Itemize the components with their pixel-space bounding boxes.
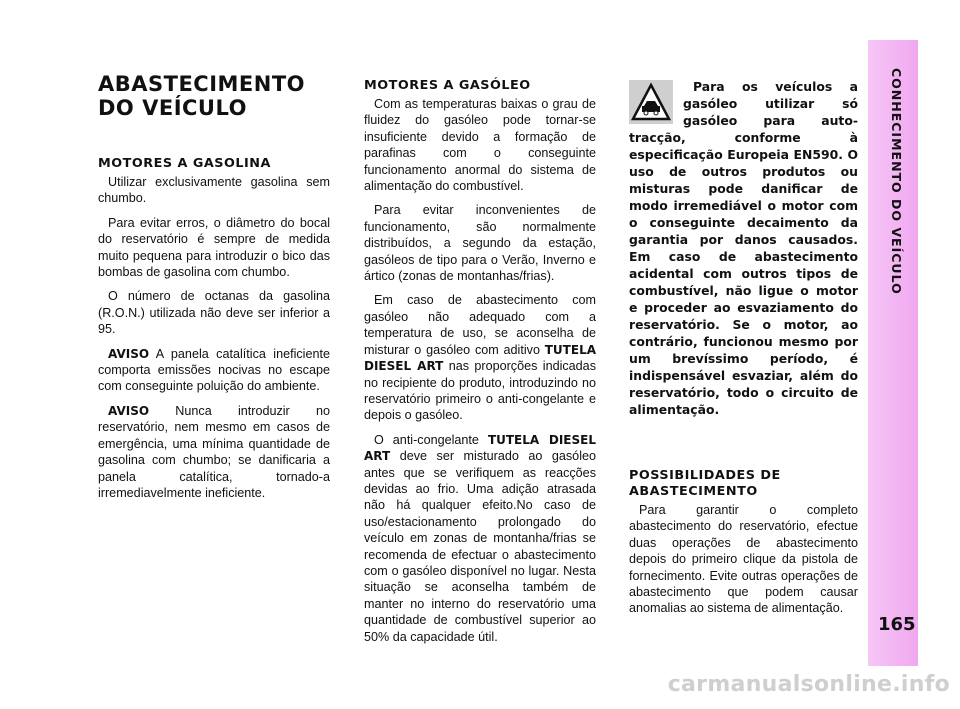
subtitle-refuel-options: POSSIBILIDADES DE ABASTECIMENTO (629, 468, 781, 499)
paragraph (364, 292, 596, 423)
paragraph: Para garantir o completo abastecimento do reservatório, efectue duas operações de abastecimento depois do primeiro clique da pistola de fornecimento. Evite outras operações de abastecimento que podem causar anomalias ao sistema de alimentação. (629, 503, 858, 616)
notice-text: A panela catalítica ineficiente comporta emissões nocivas no escape com conseguinte poluição do ambiente. (98, 346, 330, 394)
page-number: 165 (878, 614, 916, 635)
notice-paragraph (98, 346, 330, 395)
paragraph: O número de octanas da gasolina (R.O.N.) utilizada não deve ser inferior a 95. (98, 289, 330, 337)
paragraph (364, 432, 596, 645)
section-title: CONHECIMENTO DO VEÍCULO (889, 68, 904, 295)
product-name: TUTELA DIESEL ART (364, 432, 596, 464)
subtitle-gasoline: MOTORES A GASOLINA (98, 156, 271, 171)
notice-paragraph (98, 403, 330, 501)
warning-text: Para os veículos a gasóleo utilizar só gasóleo para auto-tracção, conforme à especificação Europeia EN590. O uso de outros produtos ou misturas pode danificar de modo irremediável o motor com o conseguinte decaimento da garantia por danos causados. Em caso de abastecimento acidental com outros tipos de combustível, não ligue o motor e proceder ao esvaziamento do reservatório. Se o motor, ao contrário, funcionou mesmo por um brevíssimo período, é indispensável esvaziar, além do reservatório, todo o circuito de alimentação. (629, 79, 858, 417)
notice-text: Nunca introduzir no reservatório, nem mesmo em casos de emergência, uma mínima quantidade de gasolina com chumbo; se danificaria a panela catalítica, tornado-a irremediavelmente ineficiente. (98, 403, 330, 500)
paragraph: Com as temperaturas baixas o grau de fluidez do gasóleo pode tornar-se insuficiente devido a formação de parafinas com o conseguinte funcionamento anormal do sistema de alimentação do combustível. (364, 97, 596, 194)
column-right (629, 78, 858, 625)
warning-car-icon (629, 80, 673, 124)
paragraph-text: Em caso de abastecimento com gasóleo não adequado com a temperatura de uso, se aconselha de misturar o gasóleo com aditivo (364, 293, 596, 357)
column-middle (364, 78, 596, 653)
paragraph: Utilizar exclusivamente gasolina sem chumbo. (98, 175, 330, 206)
page-title: ABASTECIMENTO DO VEÍCULO (98, 72, 306, 120)
paragraph: Para evitar inconvenientes de funcionamento, são normalmente distribuídos, a segundo da estação, gasóleos de tipo para o Verão, Inverno e ártico (zonas de montanhas/frias). (364, 203, 596, 284)
watermark: carmanualsonline.info (667, 672, 950, 697)
paragraph-text: O anti-congelante (374, 432, 488, 447)
paragraph-text: nas proporções indicadas no recipiente do produto, introduzindo no reservatório primeiro o anti-congelante e depois o gasóleo. (364, 359, 596, 423)
paragraph: Para evitar erros, o diâmetro do bocal do reservatório é sempre de medida muito pequena para introduzir o bico das bombas de gasolina com chumbo. (98, 215, 330, 280)
paragraph-text: deve ser misturado ao gasóleo antes que se verifiquem as reacções devidas ao frio. Uma adição atrasada não há qualquer efeito.No caso de uso/estacionamento prolongado do veículo em zonas de montanha/frias se recomenda de efectuar o abastecimento com o gasóleo disponível no lugar. Nesta situação se aconselha também de manter no interno do reservatório uma quantidade de combustível superior ao 50% da capacidade útil. (364, 449, 596, 644)
notice-keyword: AVISO (108, 346, 150, 361)
subtitle-diesel: MOTORES A GASÓLEO (364, 78, 531, 93)
notice-keyword: AVISO (108, 403, 150, 418)
column-left (98, 72, 330, 509)
product-name: TUTELA DIESEL ART (364, 342, 596, 374)
